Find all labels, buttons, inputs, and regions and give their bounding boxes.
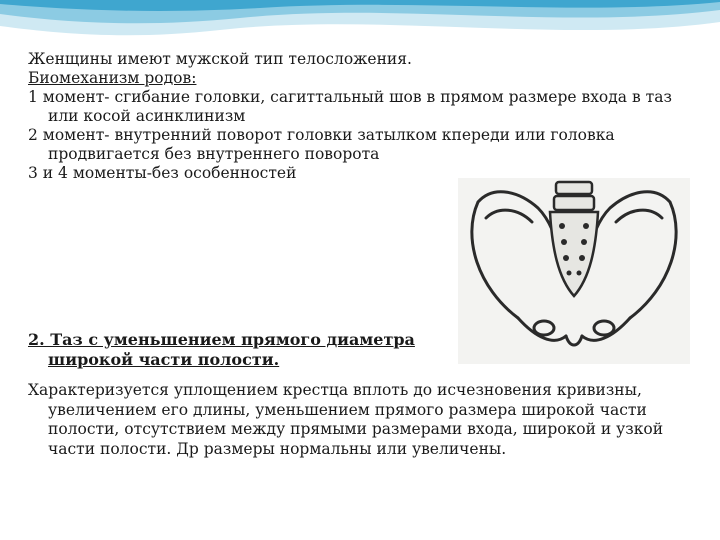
main-text [28, 50, 678, 183]
body-type-line: Женщины имеют мужской тип телосложения. [28, 50, 412, 68]
pelvis-illustration [458, 178, 690, 364]
section-title: 2. Таз с уменьшением прямого диаметра широкой части полости. [28, 330, 415, 369]
moment-2: 2 момент- внутренний поворот головки затылком кпереди или головка продвигается без внутреннего поворота [28, 126, 615, 163]
moment-1: 1 момент- сгибание головки, сагиттальный шов в прямом размере входа в таз или косой асинклинизм [28, 88, 672, 125]
biomechanism-heading: Биомеханизм родов: [28, 69, 197, 87]
moment-3-4: 3 и 4 моменты-без особенностей [28, 164, 297, 182]
section-description: Характеризуется уплощением крестца вплоть до исчезновения кривизны, увеличением его длины, уменьшением прямого размера широкой части полости, отсутствием между прямыми размерами входа, широкой и узкой части полости. Др размеры нормальны или увеличены. [28, 381, 664, 458]
